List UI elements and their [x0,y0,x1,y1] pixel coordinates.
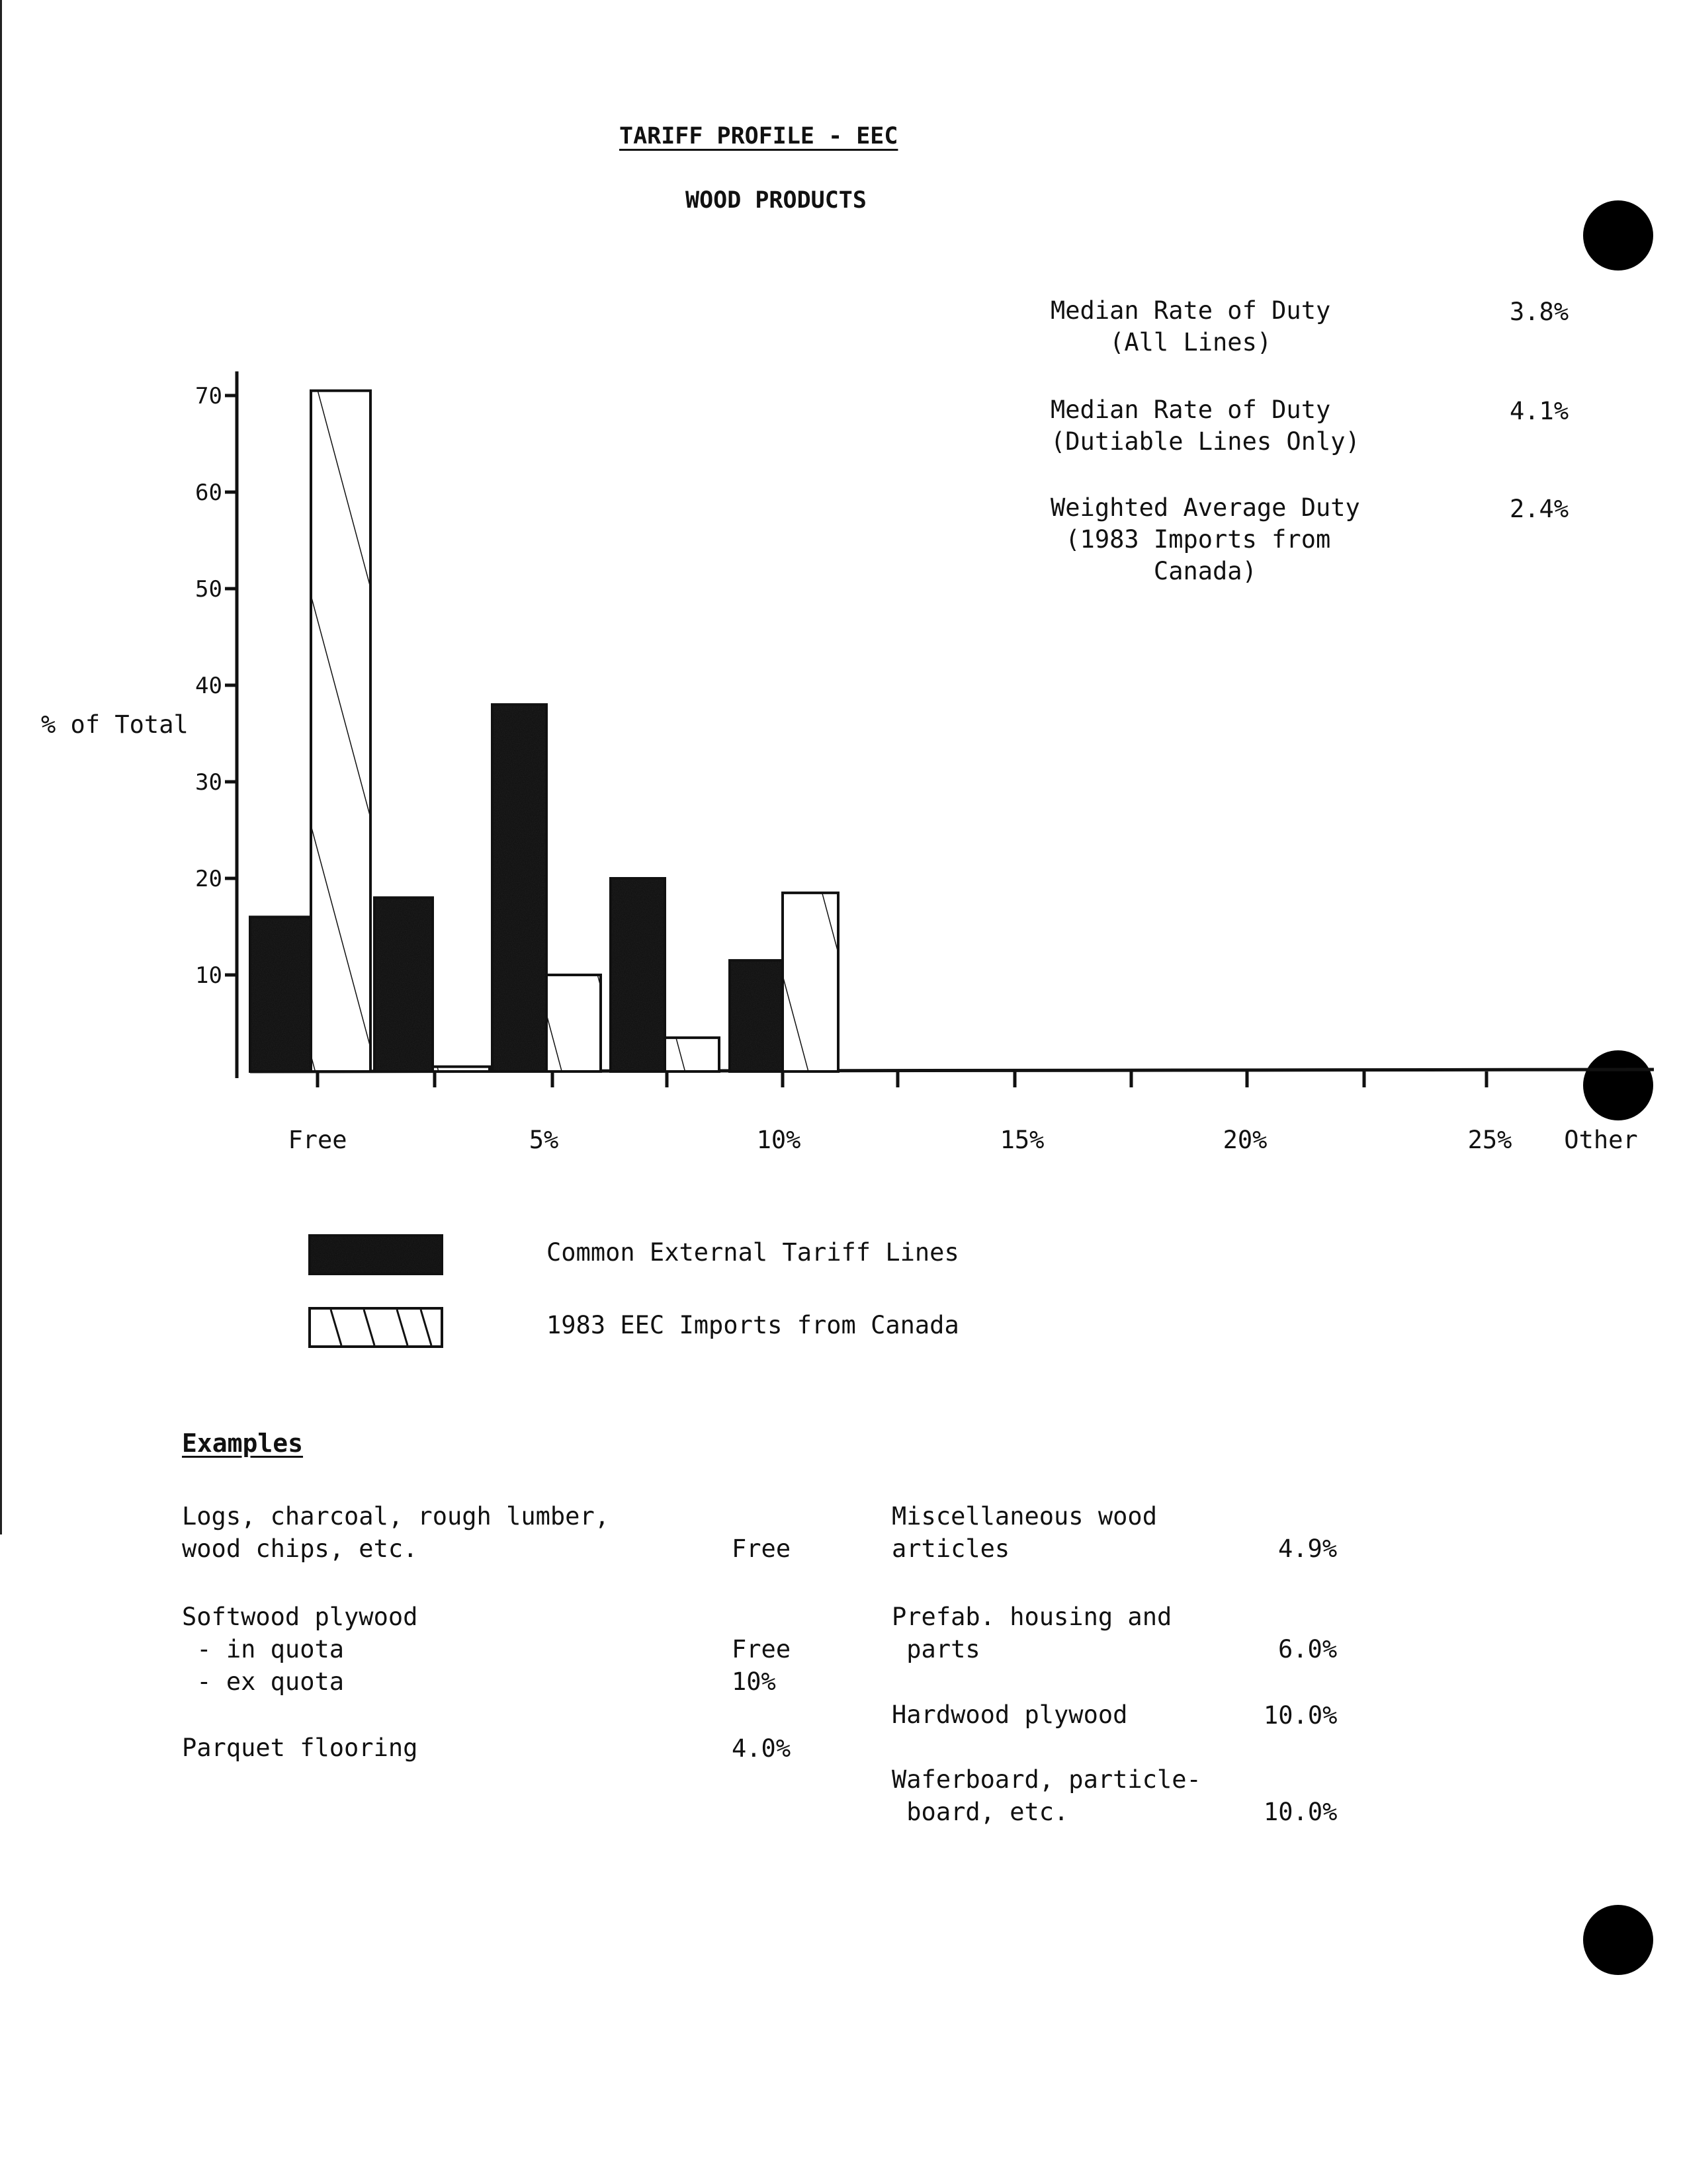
y-tick-label: 30 [195,769,222,796]
stat-value-weighted-average: 2.4% [1510,495,1569,523]
punch-hole-top [1583,200,1653,271]
bar-tariff-lines-texture [376,899,431,1070]
x-tick-label: 20% [1223,1126,1268,1154]
example-right-prefab: Prefab. housing and parts [892,1603,1172,1663]
y-tick-label: 40 [195,673,222,699]
example-left-parquet-rate: 4.0% [732,1734,791,1763]
examples-heading: Examples [182,1429,304,1458]
example-left-logs: Logs, charcoal, rough lumber, wood chips, etc. [182,1502,610,1563]
example-right-hardwood: Hardwood plywood [892,1701,1128,1729]
y-axis-title: % of Total [41,710,189,739]
x-tick-label: 15% [1000,1126,1045,1154]
example-left-softwood-rates: Free 10% [732,1635,791,1696]
stat-label-median-dutiable: Median Rate of Duty (Dutiable Lines Only) [1051,396,1360,456]
punch-hole-bottom [1583,1905,1653,1975]
legend-swatch-imports [308,1307,443,1348]
legend-label-imports: 1983 EEC Imports from Canada [546,1311,959,1339]
x-tick-label: 10% [756,1126,801,1154]
stat-value-median-dutiable: 4.1% [1510,397,1569,425]
example-left-softwood: Softwood plywood - in quota - ex quota [182,1603,418,1696]
page-title: TARIFF PROFILE - EEC [619,123,898,149]
x-tick-label: Free [288,1126,347,1154]
stat-label-median-all: Median Rate of Duty (All Lines) [1051,296,1331,357]
example-left-logs-rate: Free [732,1534,791,1563]
y-tick-label: 10 [195,962,222,989]
legend-stipple-texture [311,1237,441,1273]
example-right-prefab-rate: 6.0% [1278,1635,1338,1663]
y-tick-label: 70 [195,383,222,409]
legend-swatch-tariff-lines [308,1234,443,1275]
y-tick-label: 50 [195,576,222,603]
example-right-waferboard: Waferboard, particle- board, etc. [892,1765,1201,1826]
bar-tariff-lines-texture [612,880,664,1070]
example-right-misc-wood: Miscellaneous wood articles [892,1502,1157,1563]
y-tick-label: 20 [195,866,222,892]
legend-label-tariff-lines: Common External Tariff Lines [546,1238,959,1267]
y-tick-label: 60 [195,480,222,506]
bar-tariff-lines-texture [731,962,781,1070]
x-tick-label: Other [1564,1126,1638,1154]
example-right-misc-wood-rate: 4.9% [1278,1534,1338,1563]
stat-value-median-all: 3.8% [1510,298,1569,326]
legend-hatch-texture [311,1310,441,1345]
bar-tariff-lines-texture [251,918,310,1070]
example-left-parquet: Parquet flooring [182,1734,418,1762]
page-subtitle: WOOD PRODUCTS [685,187,867,214]
stat-label-weighted-average: Weighted Average Duty (1983 Imports from Canada) [1051,493,1360,585]
example-right-waferboard-rate: 10.0% [1264,1798,1338,1826]
tariff-bar-chart [0,357,1681,1230]
x-tick-label: 5% [529,1126,559,1154]
bar-tariff-lines-texture [494,706,545,1070]
x-tick-label: 25% [1467,1126,1512,1154]
example-right-hardwood-rate: 10.0% [1264,1701,1338,1730]
